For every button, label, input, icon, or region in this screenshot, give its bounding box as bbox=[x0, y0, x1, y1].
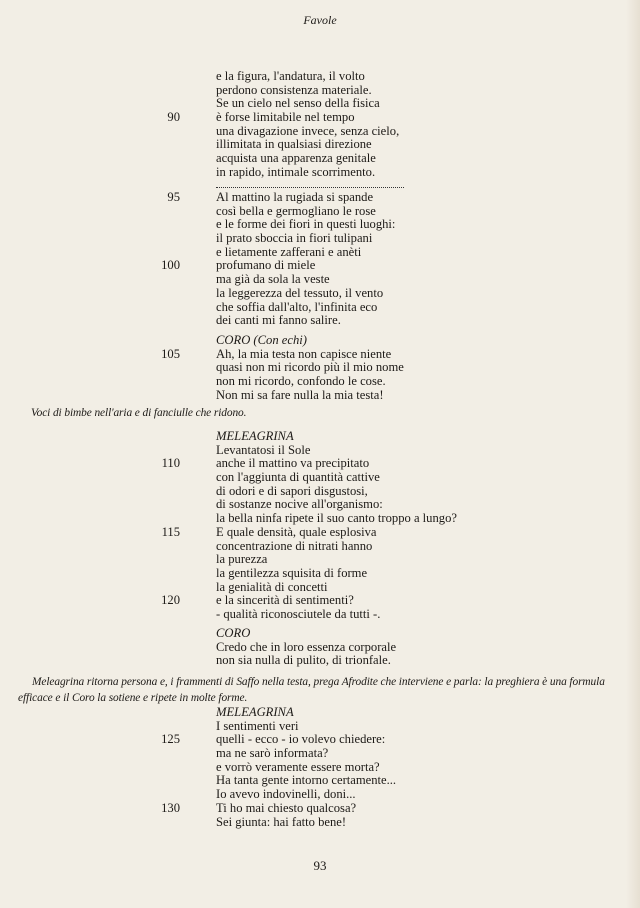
verse-line bbox=[150, 246, 610, 260]
line-number: 110 bbox=[161, 456, 180, 471]
verse-line bbox=[150, 816, 610, 830]
verse-text: così bella e germogliano le rose bbox=[216, 203, 376, 218]
page-number: 93 bbox=[313, 858, 327, 873]
verse-text: e vorrò veramente essere morta? bbox=[216, 759, 380, 774]
verse-text: Se un cielo nel senso della fisica bbox=[216, 96, 380, 111]
verse-line bbox=[150, 567, 610, 581]
verse-text: non sia nulla di pulito, di trionfale. bbox=[216, 653, 391, 668]
verse-text: Levantatosi il Sole bbox=[216, 442, 311, 457]
verse-line bbox=[150, 788, 610, 802]
verse-line bbox=[150, 608, 610, 622]
speaker-name: CORO (Con echi) bbox=[216, 333, 307, 347]
stanza bbox=[150, 70, 610, 180]
line-number: 125 bbox=[161, 732, 180, 747]
verse-text: e la figura, l'andatura, il volto bbox=[216, 69, 365, 83]
verse-line bbox=[150, 138, 610, 152]
verse-line bbox=[150, 166, 610, 180]
verse-line bbox=[150, 471, 610, 485]
verse-line bbox=[150, 444, 610, 458]
verse-line bbox=[150, 553, 610, 567]
verse-line bbox=[150, 485, 610, 499]
verse-line bbox=[150, 733, 610, 747]
verse-text: la bella ninfa ripete il suo canto troppo a lungo? bbox=[216, 511, 457, 526]
verse-text: di odori e di sapori disgustosi, bbox=[216, 483, 368, 498]
verse-line bbox=[150, 97, 610, 111]
verse-text: e le forme dei fiori in questi luoghi: bbox=[216, 217, 396, 232]
speaker-name: MELEAGRINA bbox=[216, 429, 294, 443]
verse-text: perdono consistenza materiale. bbox=[216, 82, 372, 97]
verse-line bbox=[150, 259, 610, 273]
stage-direction-line: efficace e il Coro la sotiene e ripete in molte forme. bbox=[18, 691, 248, 704]
verse-text: Ti ho mai chiesto qualcosa? bbox=[216, 800, 357, 815]
verse-text: quasi non mi ricordo più il mio nome bbox=[216, 360, 404, 375]
verse-text: non mi ricordo, confondo le cose. bbox=[216, 374, 386, 389]
verse-line bbox=[150, 70, 610, 84]
verse-line bbox=[150, 375, 610, 389]
verse-line bbox=[150, 512, 610, 526]
verse-text: Ha tanta gente intorno certamente... bbox=[216, 773, 397, 788]
verse-line bbox=[150, 774, 610, 788]
verse-line bbox=[150, 457, 610, 471]
verse-line bbox=[150, 314, 610, 328]
stanza bbox=[150, 334, 610, 402]
verse-text: con l'aggiunta di quantità cattive bbox=[216, 470, 380, 485]
verse-line bbox=[150, 273, 610, 287]
verse-line bbox=[150, 111, 610, 125]
verse-text: il prato sboccia in fiori tulipani bbox=[216, 231, 373, 246]
verse-text: profumano di miele bbox=[216, 258, 316, 273]
verse-line bbox=[150, 348, 610, 362]
stage-direction-line: Meleagrina ritorna persona e, i frammenti di Saffo nella testa, prega Afrodite che interviene e parla: la preghiera è una formula bbox=[32, 676, 605, 688]
verse-line bbox=[150, 125, 610, 139]
verse-text: ma già da sola la veste bbox=[216, 272, 330, 287]
verse-line bbox=[150, 191, 610, 205]
speaker-name: MELEAGRINA bbox=[216, 705, 294, 719]
line-number: 105 bbox=[161, 346, 180, 361]
verse-line bbox=[150, 498, 610, 512]
verse-line bbox=[150, 389, 610, 403]
verse-text: Io avevo indovinelli, doni... bbox=[216, 787, 356, 802]
verse-text: I sentimenti veri bbox=[216, 718, 299, 733]
verse-line bbox=[150, 540, 610, 554]
verse-line bbox=[150, 526, 610, 540]
verse-line bbox=[150, 581, 610, 595]
verse-text: la gentilezza squisita di forme bbox=[216, 565, 368, 580]
verse-text: la genialità di concetti bbox=[216, 579, 328, 594]
verse-text: e la sincerità di sentimenti? bbox=[216, 593, 354, 608]
verse-line bbox=[150, 761, 610, 775]
stanza bbox=[150, 627, 610, 668]
verse-line bbox=[150, 152, 610, 166]
verse-line bbox=[150, 84, 610, 98]
verse-text: la purezza bbox=[216, 552, 268, 567]
verse-line bbox=[150, 720, 610, 734]
verse-text: acquista una apparenza genitale bbox=[216, 151, 376, 166]
stage-direction bbox=[31, 406, 246, 422]
verse-text: che soffia dall'alto, l'infinita eco bbox=[216, 299, 378, 314]
verse-text: la leggerezza del tessuto, il vento bbox=[216, 285, 384, 300]
verse-text: dei canti mi fanno salire. bbox=[216, 313, 341, 328]
line-number: 90 bbox=[167, 110, 180, 125]
verse-text: quelli - ecco - io volevo chiedere: bbox=[216, 732, 386, 747]
verse-text: è forse limitabile nel tempo bbox=[216, 110, 355, 125]
verse-text: di sostanze nocive all'organismo: bbox=[216, 497, 383, 512]
verse-line bbox=[150, 205, 610, 219]
verse-text: e lietamente zafferani e anèti bbox=[216, 244, 362, 259]
ellipsis-divider bbox=[216, 179, 404, 188]
verse-text: - qualità riconosciutele da tutti -. bbox=[216, 606, 381, 621]
stage-direction bbox=[18, 675, 605, 706]
stanza bbox=[150, 706, 610, 829]
verse-text: E quale densità, quale esplosiva bbox=[216, 524, 377, 539]
verse-line bbox=[150, 232, 610, 246]
verse-text: anche il mattino va precipitato bbox=[216, 456, 370, 471]
stanza bbox=[150, 191, 610, 328]
verse-text: Credo che in loro essenza corporale bbox=[216, 639, 397, 654]
verse-line bbox=[150, 361, 610, 375]
verse-text: una divagazione invece, senza cielo, bbox=[216, 123, 400, 138]
verse-text: concentrazione di nitrati hanno bbox=[216, 538, 373, 553]
verse-line bbox=[150, 641, 610, 655]
verse-line bbox=[150, 654, 610, 668]
verse-text: Al mattino la rugiada si spande bbox=[216, 190, 374, 204]
verse-text: Sei giunta: hai fatto bene! bbox=[216, 814, 347, 829]
verse-line bbox=[150, 802, 610, 816]
verse-line bbox=[150, 218, 610, 232]
verse-text: in rapido, intimale scorrimento. bbox=[216, 164, 376, 179]
page-edge bbox=[626, 0, 640, 908]
verse-text: ma ne sarò informata? bbox=[216, 746, 329, 761]
line-number: 130 bbox=[161, 800, 180, 815]
verse-line bbox=[150, 301, 610, 315]
verse-line bbox=[150, 594, 610, 608]
verse-text: illimitata in qualsiasi direzione bbox=[216, 137, 372, 152]
stanza bbox=[150, 430, 610, 622]
stage-direction-line: Voci di bimbe nell'aria e di fanciulle che ridono. bbox=[31, 407, 247, 419]
verse-text: Non mi sa fare nulla la mia testa! bbox=[216, 387, 384, 402]
line-number: 100 bbox=[161, 258, 180, 273]
verse-line bbox=[150, 747, 610, 761]
line-number: 95 bbox=[167, 190, 180, 204]
verse-text: Ah, la mia testa non capisce niente bbox=[216, 346, 392, 361]
line-number: 115 bbox=[161, 524, 180, 539]
line-number: 120 bbox=[161, 593, 180, 608]
verse-line bbox=[150, 287, 610, 301]
speaker-name: CORO bbox=[216, 626, 251, 640]
running-header: Favole bbox=[303, 13, 337, 27]
